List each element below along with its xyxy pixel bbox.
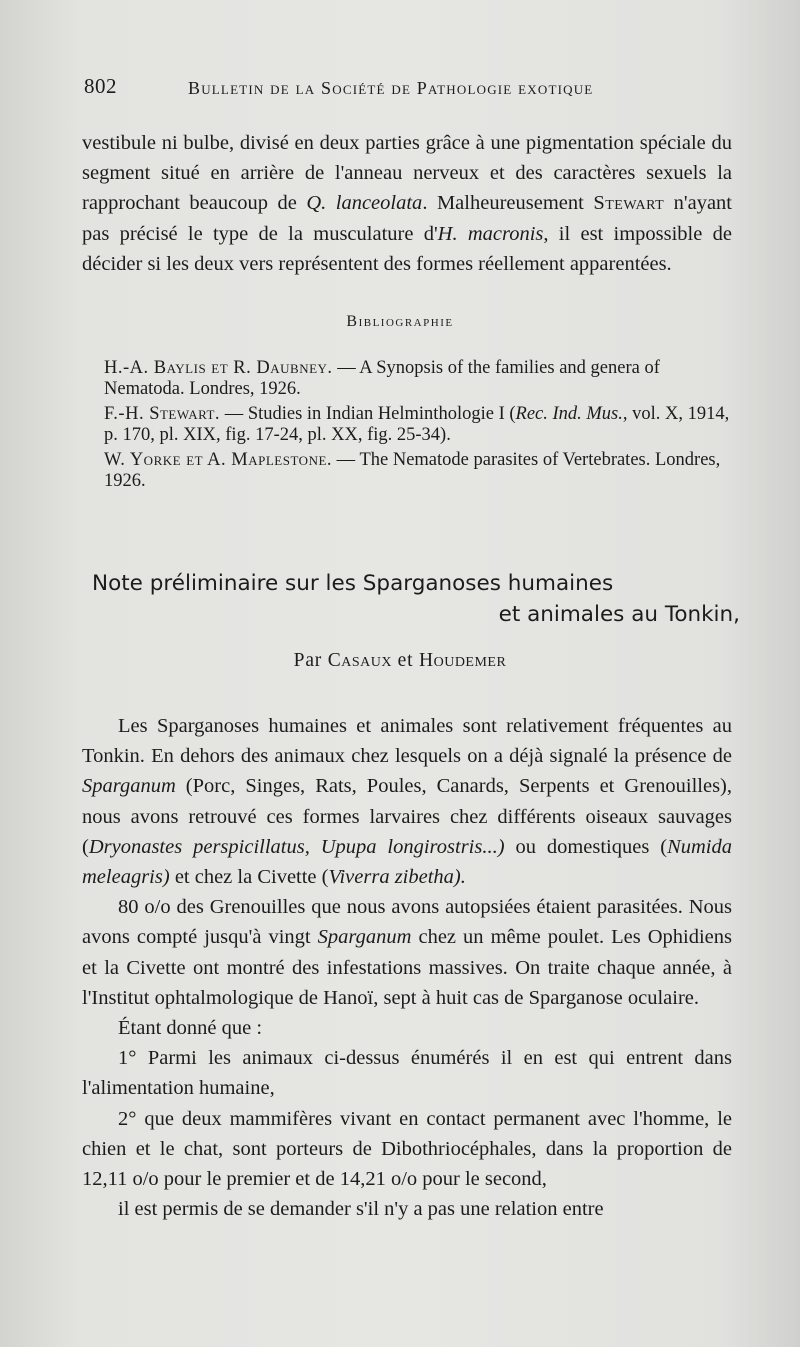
article-title-line1: Note préliminaire sur les Sparganoses humaines [92,571,614,596]
journal-title: Bulletin de la Société de Pathologie exotique [188,78,594,98]
species-name: Q. lanceolata [306,192,423,215]
article-byline: Par Casaux et Houdemer [293,650,507,671]
bibliography-entry: F.-H. Stewart. — Studies in Indian Helminthologie I (Rec. Ind. Mus., vol. X, 1914, p. 170, pl. XIX, fig. 17-24, pl. XX, fig. 25-34). [104,404,730,445]
species-name: H. macronis [437,222,544,245]
author-name: Stewart [593,192,665,215]
bibliography-heading: Bibliographie [346,313,454,330]
bibliography-entry: H.-A. Baylis et R. Daubney. — A Synopsis of the families and genera of Nematoda. Londres, 1926. [104,358,660,399]
bib-authors: H.-A. Baylis et R. Daubney. [104,358,333,378]
bib-journal: Rec. Ind. Mus. [515,404,623,424]
intro-text: vestibule ni bulbe, divisé en deux parties grâce à une pigmentation spéciale du segment situé en arrière de l'anneau nerveux et des caractères sexuels la rapprochant beaucoup de Q. lanceolata. Malheureusement Stewart n'ayant pas précisé le type de la musculature d'H. macronis, il est impossible de décider si les deux vers représentent des formes réellement apparentées. [82,132,733,275]
body-paragraph: il est permis de se demander s'il n'y a pas une relation entre [118,1198,604,1221]
bibliography-list [104,358,734,496]
author-name: Casaux [327,650,392,671]
bib-authors: W. Yorke et A. Maplestone. [104,450,333,470]
bibliography-entry: W. Yorke et A. Maplestone. — The Nematode parasites of Vertebrates. Londres, 1926. [104,450,721,491]
body-paragraph: 1° Parmi les animaux ci-dessus énumérés il en est qui entrent dans l'alimentation humaine, [82,1047,732,1100]
body-paragraph: Étant donné que : [118,1017,263,1040]
page-number: 802 [84,74,117,98]
bib-authors: F.-H. Stewart. [104,404,221,424]
article-title-line2: et animales au Tonkin, [498,602,740,627]
article-title [92,568,740,630]
body-paragraph: Les Sparganoses humaines et animales sont relativement fréquentes au Tonkin. En dehors des animaux chez lesquels on a déjà signalé la présence de Sparganum (Porc, Singes, Rats, Poules, Canards, Serpents et Grenouilles), nous avons retrouvé ces formes larvaires chez différents oiseaux sauvages (Dryonastes perspicillatus, Upupa longirostris...) ou domestiques (Numida meleagris) et chez la Civette (Viverra zibetha). [82,715,732,889]
body-paragraph: 80 o/o des Grenouilles que nous avons autopsiées étaient parasitées. Nous avons compté jusqu'à vingt Sparganum chez un même poulet. Les Ophidiens et la Civette ont montré des infestations massives. On traite chaque année, à l'Institut ophtalmologique de Hanoï, sept à huit cas de Sparganose oculaire. [82,896,732,1009]
intro-paragraph [82,128,732,279]
article-body [82,711,732,1224]
author-name: Houdemer [419,650,507,671]
body-paragraph: 2° que deux mammifères vivant en contact permanent avec l'homme, le chien et le chat, sont porteurs de Dibothriocéphales, dans la proportion de 12,11 o/o pour le premier et de 14,21 o/o pour le second, [82,1107,732,1191]
